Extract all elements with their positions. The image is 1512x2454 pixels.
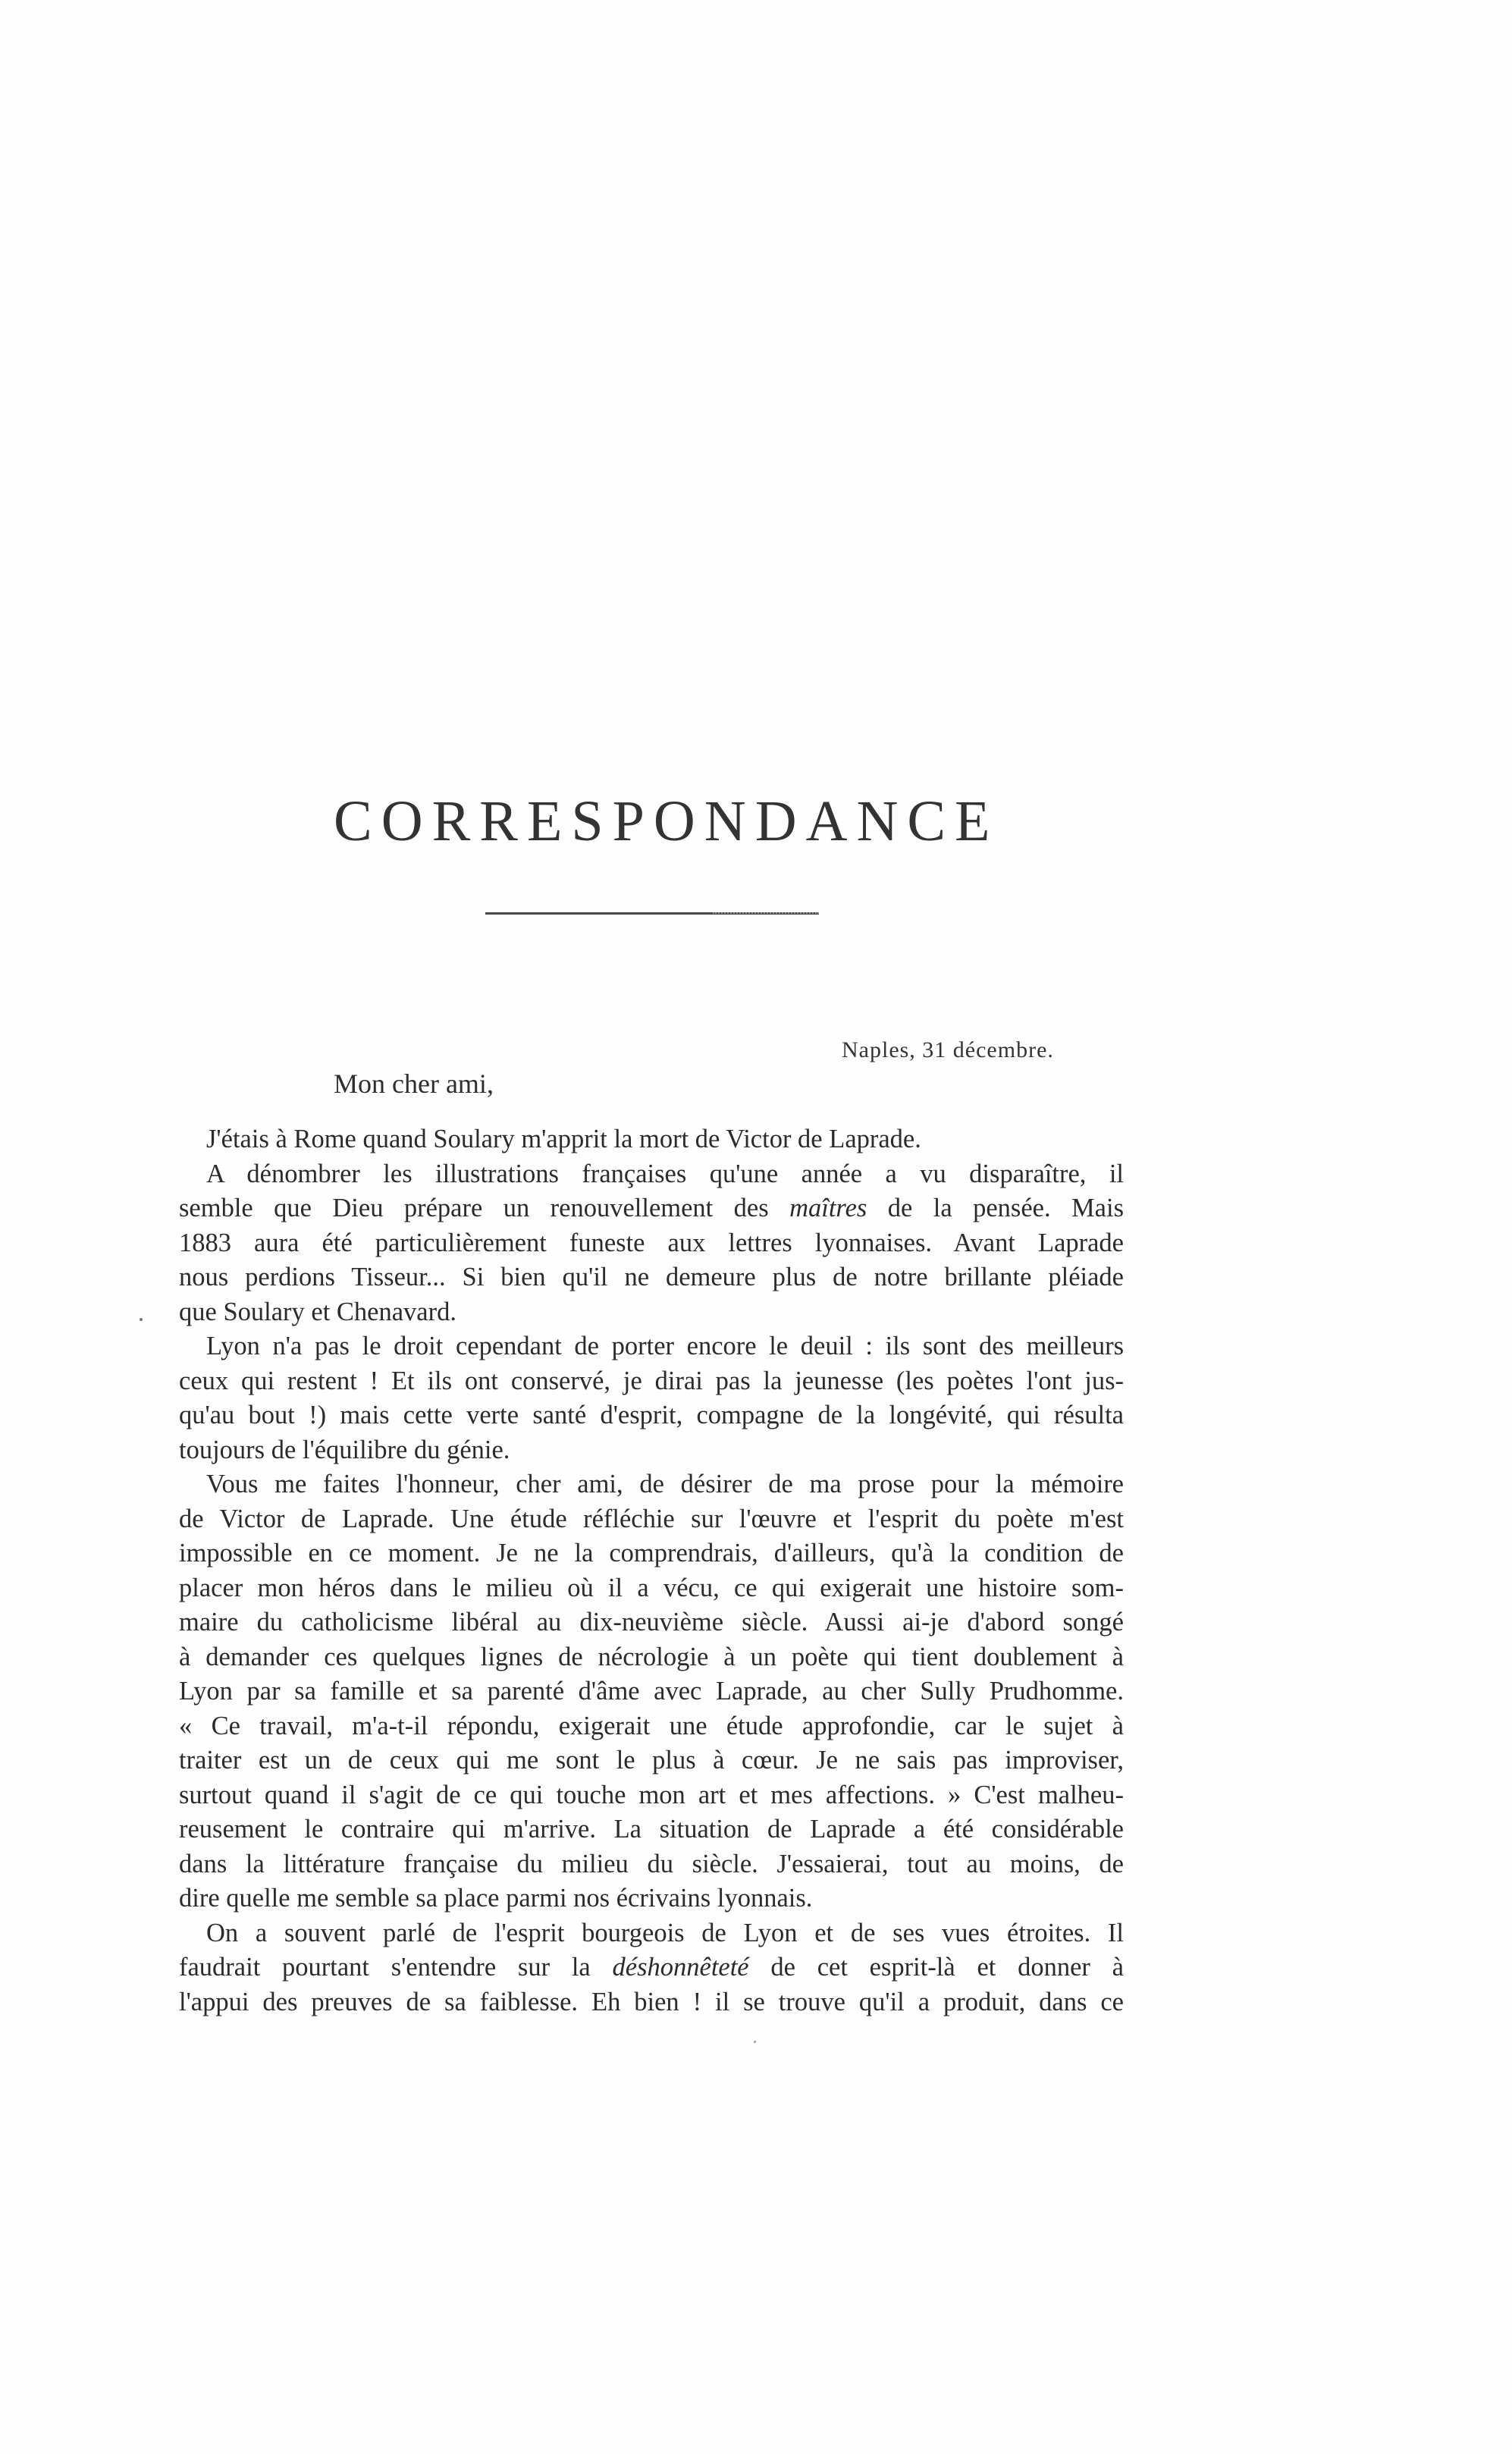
text-line: à demander ces quelques lignes de nécrologie à un poète qui tient doublement à bbox=[179, 1642, 1124, 1671]
text-line: Lyon par sa famille et sa parenté d'âme avec Laprade, au cher Sully Prudhomme. bbox=[179, 1677, 1124, 1706]
text-run: de cet esprit-là et donner à bbox=[748, 1953, 1124, 1982]
text-line: On a souvent parlé de l'esprit bourgeois de Lyon et de ses vues étroites. Il bbox=[206, 1918, 1124, 1947]
title-divider bbox=[485, 912, 819, 915]
text-line: surtout quand il s'agit de ce qui touche mon art et mes affections. » C'est malheu- bbox=[179, 1780, 1124, 1809]
text-line bbox=[179, 1191, 1124, 1226]
margin-mark bbox=[754, 2041, 756, 2043]
text-line: reusement le contraire qui m'arrive. La situation de Laprade a été considérable bbox=[179, 1815, 1124, 1844]
text-line: qu'au bout !) mais cette verte santé d'esprit, compagne de la longévité, qui résulta bbox=[179, 1401, 1124, 1429]
text-line bbox=[179, 1950, 1124, 1985]
text-line: dire quelle me semble sa place parmi nos écrivains lyonnais. bbox=[179, 1884, 813, 1913]
dateline: Naples, 31 décembre. bbox=[842, 1037, 1054, 1062]
text-line: nous perdions Tisseur... Si bien qu'il ne demeure plus de notre brillante pléiade bbox=[179, 1263, 1124, 1291]
text-line: « Ce travail, m'a-t-il répondu, exigerait une étude approfondie, car le sujet à bbox=[179, 1711, 1124, 1740]
text-line: dans la littérature française du milieu du siècle. J'essaierai, tout au moins, de bbox=[179, 1849, 1124, 1878]
text-line: placer mon héros dans le milieu où il a vécu, ce qui exigerait une histoire som- bbox=[179, 1573, 1124, 1602]
text-run: de la pensée. Mais bbox=[867, 1194, 1124, 1222]
text-line: J'étais à Rome quand Soulary m'apprit la mort de Victor de Laprade. bbox=[206, 1125, 921, 1153]
text-line: traiter est un de ceux qui me sont le plus à cœur. Je ne sais pas improviser, bbox=[179, 1746, 1124, 1775]
italic-text: déshonnêteté bbox=[612, 1953, 749, 1982]
text-line: 1883 aura été particulièrement funeste aux lettres lyonnaises. Avant Laprade bbox=[179, 1228, 1124, 1257]
text-line: ceux qui restent ! Et ils ont conservé, je dirai pas la jeunesse (les poètes l'ont jus- bbox=[179, 1366, 1124, 1395]
text-line: Vous me faites l'honneur, cher ami, de désirer de ma prose pour la mémoire bbox=[206, 1470, 1124, 1498]
page-title: CORRESPONDANCE bbox=[334, 789, 999, 853]
text-line: impossible en ce moment. Je ne la comprendrais, d'ailleurs, qu'à la condition de bbox=[179, 1539, 1124, 1567]
text-line: Lyon n'a pas le droit cependant de porter encore le deuil : ils sont des meilleurs bbox=[206, 1332, 1124, 1360]
margin-mark bbox=[140, 1318, 143, 1321]
text-line: l'appui des preuves de sa faiblesse. Eh bien ! il se trouve qu'il a produit, dans ce bbox=[179, 1987, 1124, 2016]
text-line: A dénombrer les illustrations françaises qu'une année a vu disparaître, il bbox=[206, 1159, 1124, 1188]
letter-body bbox=[179, 1122, 1124, 2019]
text-line: que Soulary et Chenavard. bbox=[179, 1297, 456, 1326]
salutation: Mon cher ami, bbox=[334, 1069, 494, 1099]
text-run: semble que Dieu prépare un renouvellement des bbox=[179, 1194, 790, 1222]
text-line: de Victor de Laprade. Une étude réfléchie sur l'œuvre et l'esprit du poète m'est bbox=[179, 1504, 1124, 1533]
text-run: faudrait pourtant s'entendre sur la bbox=[179, 1953, 613, 1982]
italic-text: maîtres bbox=[789, 1194, 867, 1222]
text-line: toujours de l'équilibre du génie. bbox=[179, 1435, 510, 1464]
text-line: maire du catholicisme libéral au dix-neuvième siècle. Aussi ai-je d'abord songé bbox=[179, 1608, 1124, 1637]
